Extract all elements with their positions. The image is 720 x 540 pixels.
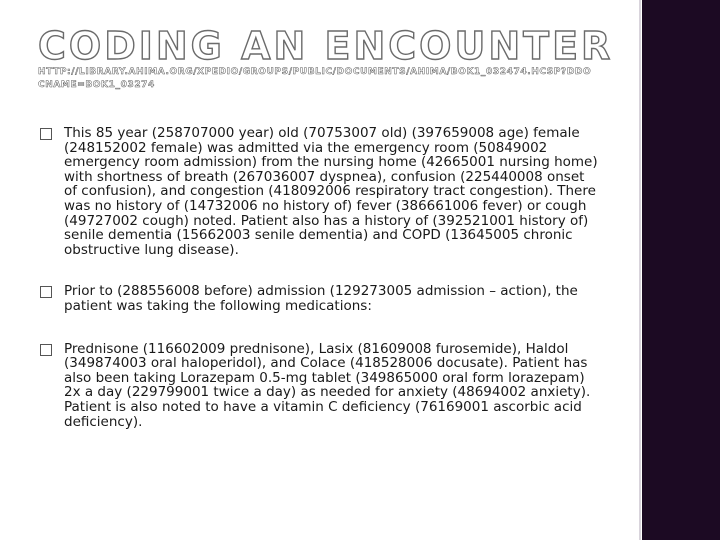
bullet-square-icon: [40, 344, 52, 356]
bullet-square-icon: [40, 286, 52, 298]
slide-title: CODING AN ENCOUNTER: [38, 24, 614, 68]
bullet-item: [40, 342, 600, 430]
bullet-item: [40, 284, 600, 313]
bullet-square-icon: [40, 128, 52, 140]
bullet-item: [40, 126, 600, 257]
bullet-text: Prednisone (116602009 prednisone), Lasix (81609008 furosemide), Haldol (349874003 oral haloperidol), and Colace (418528006 docusate). Patient has also been taking Lorazepam 0.5-mg tablet (349865000 oral form lorazepam) 2x a day (229799001 twice a day) as needed for anxiety (48694002 anxiety). Patient is also noted to have a vitamin C deficiency (76169001 ascorbic acid deficiency).: [64, 340, 591, 430]
bullet-list: [40, 126, 600, 429]
decorative-side-band: [642, 0, 720, 540]
bullet-text: This 85 year (258707000 year) old (70753007 old) (397659008 age) female (248152002 female) was admitted via the emergency room (50849002 emergency room admission) from the nursing home (42665001 nursing home) with shortness of breath (267036007 dyspnea), confusion (225440008 onset of confusion), and congestion (418092006 respiratory tract congestion). There was no history of (14732006 no history of) fever (386661006 fever) or cough (49727002 cough) noted. Patient also has a history of (392521001 history of) senile dementia (15662003 senile dementia) and COPD (13645005 chronic obstructive lung disease).: [64, 125, 598, 258]
source-url: HTTP://LIBRARY.AHIMA.ORG/XPEDIO/GROUPS/PUBLIC/DOCUMENTS/AHIMA/BOK1_032474.HCSP?DDOCNAME=BOK1_03274: [38, 67, 592, 90]
band-divider: [639, 0, 641, 540]
bullet-text: Prior to (288556008 before) admission (129273005 admission – action), the patient was taking the following medications:: [64, 283, 578, 314]
